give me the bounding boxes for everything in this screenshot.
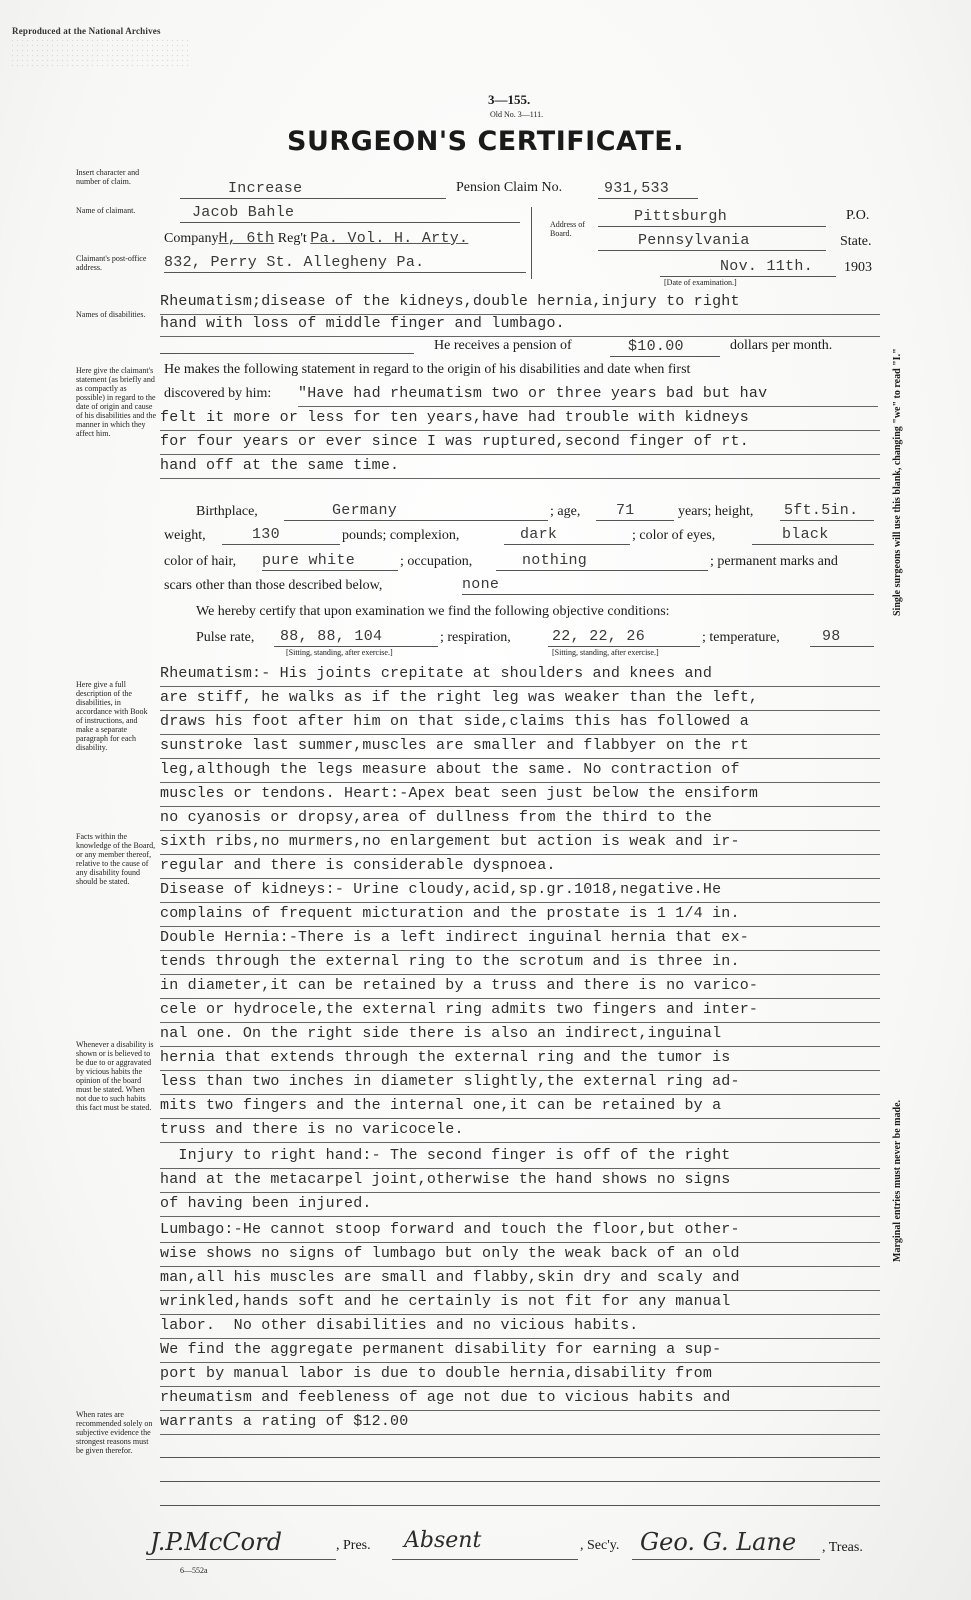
- eyes-field: [752, 526, 874, 545]
- disabilities-line-2: hand with loss of middle finger and lumbago.: [160, 314, 880, 337]
- disabilities-line-1: Rheumatism;disease of the kidneys,double hernia,injury to right: [160, 292, 880, 315]
- pension-suffix: dollars per month.: [730, 338, 833, 353]
- margin-note-vicious-habits: Whenever a disability is shown or is believed to be due to or aggravated by vicious habits the opinion of the board must be stated. When not due to such habits this fact must be stated.: [76, 1040, 154, 1112]
- hair-field: [262, 552, 398, 571]
- findings-line: Rheumatism:- His joints crepitate at shoulders and knees and: [160, 664, 880, 687]
- pulse-note: [Sitting, standing, after exercise.]: [286, 648, 393, 657]
- findings-line: wrinkled,hands soft and he certainly is not fit for any manual: [160, 1292, 880, 1315]
- findings-line: truss and there is no varicocele.: [160, 1120, 880, 1143]
- findings-line: warrants a rating of $12.00: [160, 1412, 880, 1435]
- marks-label: ; permanent marks and: [710, 554, 838, 569]
- eyes-label: ; color of eyes,: [632, 528, 716, 543]
- pension-claim-label: Pension Claim No.: [456, 180, 563, 195]
- pulse-label: Pulse rate,: [196, 630, 255, 645]
- margin-note-disabilities: Names of disabilities.: [76, 310, 146, 319]
- findings-line: in diameter,it can be retained by a truss and there is no varico-: [160, 976, 880, 999]
- temperature-label: ; temperature,: [702, 630, 780, 645]
- statement-intro-1: He makes the following statement in regard to the origin of his disabilities and date when first: [164, 362, 691, 377]
- findings-line: Injury to right hand:- The second finger is off of the right: [160, 1146, 880, 1169]
- temperature: 98: [822, 628, 841, 645]
- findings-line: wise shows no signs of lumbago but only the weak back of an old: [160, 1244, 880, 1267]
- treasurer-label: , Treas.: [822, 1540, 863, 1555]
- age-label: ; age,: [550, 504, 581, 519]
- board-city: Pittsburgh: [634, 208, 728, 225]
- occupation-label: ; occupation,: [400, 554, 473, 569]
- margin-note-claim: Insert character and number of claim.: [76, 168, 140, 186]
- scars-field: [462, 576, 874, 595]
- weight: 130: [252, 526, 280, 543]
- findings-line: are stiff, he walks as if the right leg was weaker than the left,: [160, 688, 880, 711]
- findings-line: man,all his muscles are small and flabby,skin dry and scaly and: [160, 1268, 880, 1291]
- footer-form-code: 6—552a: [180, 1566, 208, 1575]
- blank-line: [160, 1456, 880, 1458]
- findings-line: less than two inches in diameter slightly,the external ring ad-: [160, 1072, 880, 1095]
- findings-line: hernia that extends through the external ring and the tumor is: [160, 1048, 880, 1071]
- statement-intro-2: discovered by him:: [164, 386, 272, 401]
- claimant-address: 832, Perry St. Allegheny Pa.: [164, 254, 425, 271]
- years-height-label: years; height,: [678, 504, 754, 519]
- claim-character: Increase: [228, 180, 303, 197]
- treasurer-signature-line: [632, 1558, 820, 1560]
- findings-line: muscles or tendons. Heart:-Apex beat seen just below the ensiform: [160, 784, 880, 807]
- findings-line: rheumatism and feebleness of age not due to vicious habits and: [160, 1388, 880, 1411]
- findings-line: Lumbago:-He cannot stoop forward and touch the floor,but other-: [160, 1220, 880, 1243]
- occupation: nothing: [522, 552, 588, 569]
- findings-line: labor. No other disabilities and no vicious habits.: [160, 1316, 880, 1339]
- scars: none: [462, 576, 500, 593]
- margin-note-post-office: Claimant's post-office address.: [76, 254, 147, 272]
- occupation-field: [496, 552, 708, 571]
- company-label: Company: [164, 231, 219, 246]
- treasurer-signature: Geo. G. Lane: [640, 1528, 797, 1556]
- margin-note-statement: Here give the claimant's statement (as briefly and as compactly as possible) in regard to the date of origin and cause of his disabilities and the manner in which they affect him.: [76, 366, 156, 438]
- respiration: 22, 22, 26: [552, 628, 646, 645]
- old-form-number: Old No. 3—111.: [490, 110, 544, 119]
- eyes: black: [782, 526, 829, 543]
- findings-line: hand at the metacarpel joint,otherwise the hand shows no signs: [160, 1170, 880, 1193]
- height: 5ft.5in.: [784, 502, 859, 519]
- birthplace-field: [284, 502, 548, 521]
- page-title: SURGEON'S CERTIFICATE.: [287, 126, 684, 157]
- margin-note-name: Name of claimant.: [76, 206, 136, 215]
- claimant-address-field: [164, 254, 526, 273]
- president-signature: J.P.McCord: [150, 1528, 282, 1556]
- birthplace-label: Birthplace,: [196, 504, 258, 519]
- findings-line: complains of frequent micturation and the prostate is 1 1/4 in.: [160, 904, 880, 927]
- po-label: P.O.: [846, 208, 870, 223]
- claim-character-field: [180, 180, 446, 199]
- board-address-label: Address of Board.: [550, 220, 585, 238]
- exam-year: 1903: [844, 260, 872, 275]
- temperature-field: [810, 628, 874, 647]
- respiration-note: [Sitting, standing, after exercise.]: [552, 648, 659, 657]
- secretary-signature-line: [392, 1558, 578, 1560]
- board-state: Pennsylvania: [638, 232, 750, 249]
- age-field: [596, 502, 674, 521]
- findings-line: draws his foot after him on that side,claims this has followed a: [160, 712, 880, 735]
- pension-amount-field: [610, 338, 720, 357]
- weight-field: [222, 526, 340, 545]
- findings-line: We find the aggregate permanent disability for earning a sup-: [160, 1340, 880, 1363]
- regt-value: Pa. Vol. H. Arty.: [310, 230, 469, 247]
- findings-line: tends through the external ring to the scrotum and is three in.: [160, 952, 880, 975]
- pension-amount: $10.00: [628, 338, 684, 355]
- findings-line: no cyanosis or dropsy,area of dullness from the third to the: [160, 808, 880, 831]
- pulse: 88, 88, 104: [280, 628, 383, 645]
- certify-statement: We hereby certify that upon examination we find the following objective conditions:: [196, 604, 670, 619]
- company-row: [164, 230, 468, 247]
- president-label: , Pres.: [336, 1538, 371, 1553]
- pulse-field: [274, 628, 438, 647]
- margin-note-description: Here give a full description of the disabilities, in accordance with Book of instructions, and make a separate paragraph for each disability.: [76, 680, 148, 752]
- findings-line: port by manual labor is due to double hernia,disability from: [160, 1364, 880, 1387]
- statement-line-1: "Have had rheumatism two or three years bad but hav: [298, 384, 878, 407]
- state-label: State.: [840, 234, 872, 249]
- findings-line: regular and there is considerable dyspnoea.: [160, 856, 880, 879]
- statement-line-3: for four years or ever since I was ruptured,second finger of rt.: [160, 432, 880, 455]
- findings-line: cele or hydrocele,the external ring admits two fingers and inter-: [160, 1000, 880, 1023]
- hair-label: color of hair,: [164, 554, 237, 569]
- pounds-complexion-label: pounds; complexion,: [342, 528, 460, 543]
- archive-stamp-speckle: [10, 38, 190, 68]
- exam-date-label: [Date of examination.]: [664, 278, 737, 287]
- side-note-marginal-entries: Marginal entries must never be made.: [892, 1099, 903, 1262]
- claimant-name: Jacob Bahle: [192, 204, 295, 221]
- pension-prefix: He receives a pension of: [434, 338, 572, 353]
- secretary-signature: Absent: [404, 1528, 482, 1553]
- scars-label: scars other than those described below,: [164, 578, 383, 593]
- findings-line: Disease of kidneys:- Urine cloudy,acid,sp.gr.1018,negative.He: [160, 880, 880, 903]
- company-value: H, 6th: [218, 230, 275, 247]
- pension-blank: [160, 352, 414, 354]
- statement-line-4: hand off at the same time.: [160, 456, 880, 479]
- respiration-field: [548, 628, 700, 647]
- president-signature-line: [146, 1558, 336, 1560]
- findings-line: of having been injured.: [160, 1194, 880, 1217]
- findings-line: sixth ribs,no murmers,no enlargement but action is weak and ir-: [160, 832, 880, 855]
- secretary-label: , Sec'y.: [580, 1538, 620, 1553]
- claimant-name-field: [180, 204, 520, 223]
- weight-label: weight,: [164, 528, 206, 543]
- margin-note-facts: Facts within the knowledge of the Board, or any member thereof, relative to the cause of any disability found should be stated.: [76, 832, 156, 886]
- exam-date: Nov. 11th.: [720, 258, 814, 275]
- findings-line: Double Hernia:-There is a left indirect inguinal hernia that ex-: [160, 928, 880, 951]
- archives-note: Reproduced at the National Archives: [12, 26, 161, 36]
- hair: pure white: [262, 552, 356, 569]
- margin-note-rates: When rates are recommended solely on subjective evidence the strongest reasons must be given therefor.: [76, 1410, 153, 1455]
- blank-line: [160, 1504, 880, 1506]
- findings-line: sunstroke last summer,muscles are smaller and flabbyer on the rt: [160, 736, 880, 759]
- findings-line: leg,although the legs measure about the same. No contraction of: [160, 760, 880, 783]
- claim-number: 931,533: [604, 180, 670, 197]
- form-number: 3—155.: [488, 92, 531, 107]
- complexion-field: [504, 526, 630, 545]
- blank-line: [160, 1480, 880, 1482]
- age: 71: [616, 502, 635, 519]
- complexion: dark: [520, 526, 558, 543]
- board-city-field: [598, 208, 826, 227]
- side-note-single-surgeons: Single surgeons will use this blank, changing "we" to read "I.": [892, 348, 903, 616]
- regt-label: Reg't: [277, 231, 307, 246]
- respiration-label: ; respiration,: [440, 630, 511, 645]
- claim-number-field: [598, 180, 698, 199]
- statement-line-2: felt it more or less for ten years,have had trouble with kidneys: [160, 408, 880, 431]
- birthplace: Germany: [332, 502, 398, 519]
- exam-date-field: [660, 258, 836, 277]
- findings-line: nal one. On the right side there is also an indirect,inguinal: [160, 1024, 880, 1047]
- address-divider: [531, 207, 532, 279]
- findings-line: mits two fingers and the internal one,it can be retained by a: [160, 1096, 880, 1119]
- board-state-field: [598, 232, 826, 251]
- height-field: [780, 502, 874, 521]
